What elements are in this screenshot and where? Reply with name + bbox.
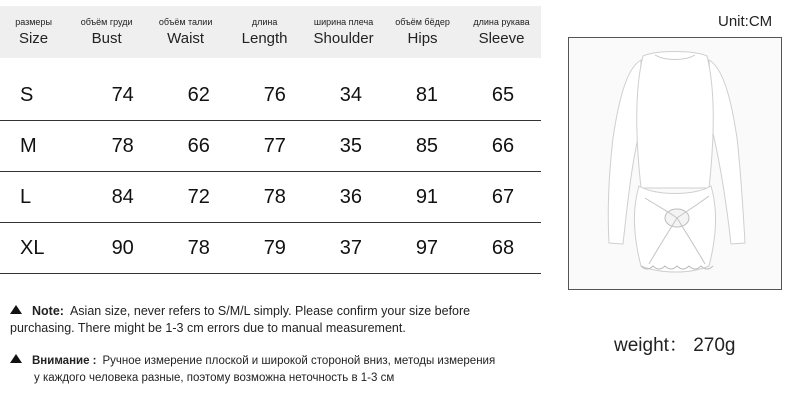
note-text: Ручное измерение плоской и широкой стороной вниз, методы измерения (102, 355, 496, 367)
header-ru-label: длина рукава (473, 17, 530, 27)
header-ru-label: размеры (15, 17, 52, 27)
header-ru-label: ширина плеча (313, 17, 374, 27)
header-en-label: Sleeve (478, 30, 525, 47)
header-en-label: Shoulder (313, 30, 374, 47)
white-dress-photo-icon (569, 38, 781, 289)
note-title: Note: (32, 304, 64, 318)
length-cell: 76 (263, 83, 286, 106)
header-en-label: Waist (167, 30, 205, 47)
note-russian (10, 353, 550, 387)
shoulder-cell: 35 (339, 134, 362, 157)
size-cell: XL (20, 236, 45, 259)
header-en-label: Hips (407, 30, 438, 47)
size-cell: M (20, 134, 37, 157)
note-text: purchasing. There might be 1-3 cm errors due to manual measurement. (10, 321, 406, 335)
size-cell: L (20, 185, 32, 208)
header-bust (67, 6, 146, 58)
weight-label: weight： 270g (614, 335, 736, 356)
table-row (0, 223, 541, 274)
unit-label: Unit:CM (718, 13, 773, 30)
note-text: Asian size, never refers to S/M/L simply. Please confirm your size before (69, 304, 471, 318)
table-row (0, 172, 541, 223)
length-cell: 78 (263, 185, 286, 208)
sleeve-cell: 66 (491, 134, 515, 157)
waist-cell: 78 (187, 236, 210, 259)
table-row (0, 70, 541, 121)
header-ru-label: длина (251, 17, 278, 27)
header-waist (146, 6, 225, 58)
bust-cell: 90 (111, 236, 134, 259)
size-chart-table (0, 6, 541, 274)
header-en-label: Length (241, 30, 288, 47)
header-length (225, 6, 304, 58)
hips-cell: 85 (415, 134, 439, 157)
header-en-label: Size (18, 30, 49, 47)
length-cell: 79 (263, 236, 286, 259)
bust-cell: 84 (111, 185, 134, 208)
size-chart-header (0, 6, 541, 58)
header-hips (383, 6, 462, 58)
header-ru-label: объём талии (158, 17, 213, 27)
note-english (10, 303, 550, 337)
header-ru-label: объём груди (80, 17, 133, 27)
sleeve-cell: 68 (491, 236, 515, 259)
warning-triangle-icon (10, 354, 22, 363)
table-row (0, 121, 541, 172)
header-en-label: Bust (91, 30, 122, 47)
waist-cell: 72 (187, 185, 210, 208)
bust-cell: 78 (111, 134, 134, 157)
shoulder-cell: 36 (339, 185, 362, 208)
length-cell: 77 (263, 134, 286, 157)
product-image (568, 37, 782, 290)
hips-cell: 91 (415, 185, 439, 208)
note-line (10, 353, 550, 370)
header-ru-label: объём бёдер (395, 17, 450, 27)
sleeve-cell: 65 (491, 83, 515, 106)
shoulder-cell: 34 (339, 83, 362, 106)
hips-cell: 97 (415, 236, 439, 259)
size-cell: S (20, 83, 34, 106)
waist-cell: 66 (187, 134, 210, 157)
waist-cell: 62 (187, 83, 210, 106)
warning-triangle-icon (10, 305, 22, 314)
note-line (10, 303, 550, 320)
header-sleeve (462, 6, 541, 58)
hips-cell: 81 (415, 83, 439, 106)
header-size (0, 6, 67, 58)
sleeve-cell: 67 (491, 185, 515, 208)
note-title: Внимание : (32, 355, 97, 367)
shoulder-cell: 37 (339, 236, 362, 259)
note-text: у каждого человека разные, поэтому возможна неточность в 1-3 см (34, 372, 395, 384)
bust-cell: 74 (111, 83, 134, 106)
header-shoulder (304, 6, 383, 58)
